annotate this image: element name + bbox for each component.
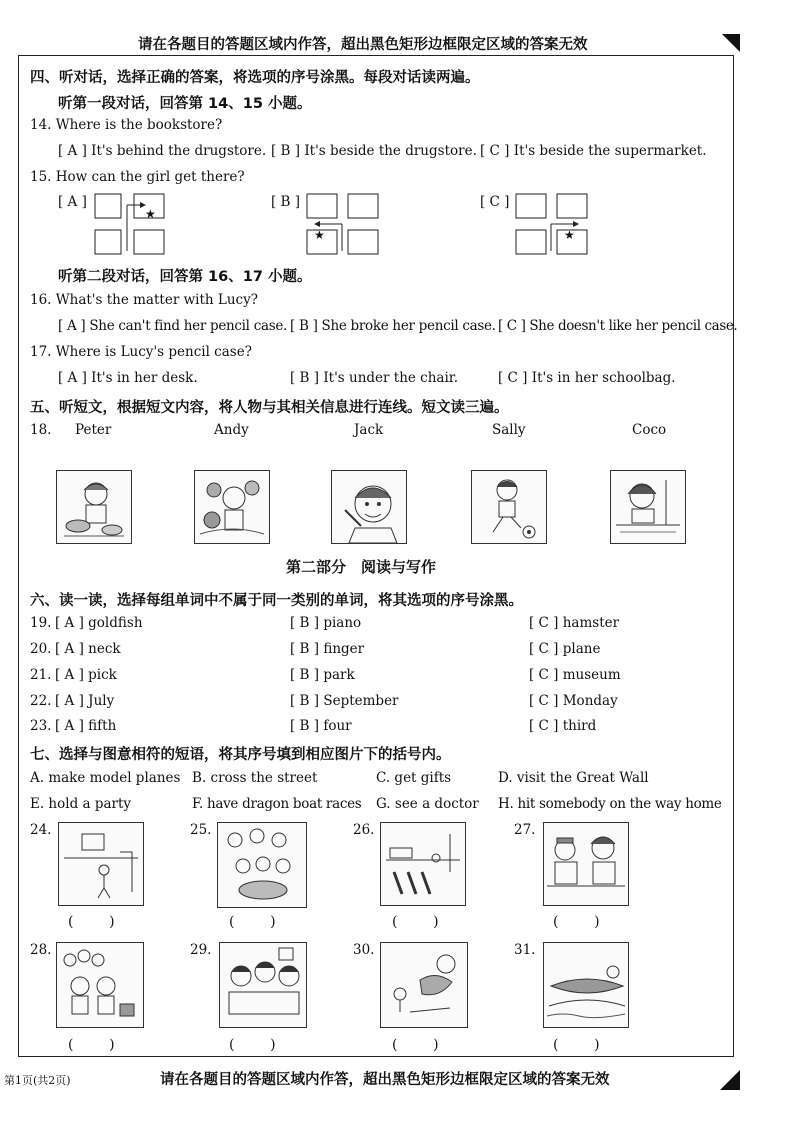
name-jack: Jack [354, 422, 384, 438]
question-24: 24. [30, 822, 52, 838]
phrase-d: D. visit the Great Wall [498, 770, 649, 786]
question-17: 17. Where is Lucy's pencil case? [30, 344, 252, 360]
answer-blank-27[interactable]: ( ) [553, 914, 600, 930]
picture-boy-with-flowers [194, 470, 270, 544]
q20-option-b[interactable]: [ B ] finger [290, 641, 365, 657]
picture-26-street-crosswalk [380, 822, 466, 906]
q15-option-b[interactable]: [ B ] [271, 194, 301, 210]
phrase-e: E. hold a party [30, 796, 132, 812]
map-c-route-diagram [515, 193, 589, 255]
picture-29-making-model-planes [219, 942, 307, 1028]
picture-30-hit-somebody [380, 942, 468, 1028]
name-peter: Peter [75, 422, 112, 438]
picture-27-seeing-doctor [543, 822, 629, 906]
question-18: 18. [30, 422, 52, 438]
answer-blank-31[interactable]: ( ) [553, 1037, 600, 1053]
q15-option-a[interactable]: [ A ] [58, 194, 87, 210]
corner-mark-bottom-right [720, 1070, 740, 1090]
answer-blank-24[interactable]: ( ) [68, 914, 115, 930]
q23-option-a[interactable]: [ A ] fifth [55, 718, 117, 734]
q19-option-c[interactable]: [ C ] hamster [529, 615, 620, 631]
dialog-1-instruction: 听第一段对话，回答第 14、15 小题。 [58, 96, 312, 112]
question-22: 22. [30, 693, 52, 709]
q23-option-b[interactable]: [ B ] four [290, 718, 352, 734]
footer-notice: 请在各题目的答题区域内作答，超出黑色矩形边框限定区域的答案无效 [160, 1072, 610, 1088]
q20-option-c[interactable]: [ C ] plane [529, 641, 601, 657]
answer-blank-25[interactable]: ( ) [229, 914, 276, 930]
question-20: 20. [30, 641, 52, 657]
question-23: 23. [30, 718, 52, 734]
q19-option-b[interactable]: [ B ] piano [290, 615, 362, 631]
phrase-g: G. see a doctor [376, 796, 479, 812]
answer-blank-30[interactable]: ( ) [392, 1037, 439, 1053]
answer-blank-26[interactable]: ( ) [392, 914, 439, 930]
page-number: 第1页(共2页) [4, 1074, 71, 1087]
q19-option-a[interactable]: [ A ] goldfish [55, 615, 143, 631]
section-6-title: 六、读一读，选择每组单词中不属于同一类别的单词，将其选项的序号涂黑。 [30, 593, 523, 609]
picture-boy-playing-toys [56, 470, 132, 544]
q14-option-c[interactable]: [ C ] It's beside the supermarket. [480, 143, 707, 159]
q20-option-a[interactable]: [ A ] neck [55, 641, 121, 657]
question-15: 15. How can the girl get there? [30, 169, 245, 185]
map-a-route-diagram [94, 193, 166, 255]
q21-option-c[interactable]: [ C ] museum [529, 667, 621, 683]
question-16: 16. What's the matter with Lucy? [30, 292, 258, 308]
phrase-h: H. hit somebody on the way home [498, 796, 722, 812]
q22-option-b[interactable]: [ B ] September [290, 693, 399, 709]
q21-option-b[interactable]: [ B ] park [290, 667, 355, 683]
q15-option-c[interactable]: [ C ] [480, 194, 510, 210]
picture-25-party-with-balloons [217, 822, 307, 908]
map-c-star: ★ [564, 228, 575, 242]
q22-option-c[interactable]: [ C ] Monday [529, 693, 618, 709]
question-31: 31. [514, 942, 536, 958]
q23-option-c[interactable]: [ C ] third [529, 718, 597, 734]
picture-boy-playing-football [471, 470, 547, 544]
question-29: 29. [190, 942, 212, 958]
q16-option-a[interactable]: [ A ] She can't find her pencil case. [58, 318, 288, 334]
phrase-f: F. have dragon boat races [192, 796, 362, 812]
header-notice: 请在各题目的答题区域内作答，超出黑色矩形边框限定区域的答案无效 [138, 37, 588, 53]
question-28: 28. [30, 942, 52, 958]
picture-boy-brushing-teeth [331, 470, 407, 544]
picture-24-crossing-road [58, 822, 144, 906]
picture-28-getting-gifts [56, 942, 144, 1028]
name-coco: Coco [632, 422, 667, 438]
map-b-star: ★ [314, 228, 325, 242]
q21-option-a[interactable]: [ A ] pick [55, 667, 117, 683]
picture-31-dragon-boat-race [543, 942, 629, 1028]
section-5-title: 五、听短文，根据短文内容，将人物与其相关信息进行连线。短文读三遍。 [30, 400, 509, 416]
corner-mark-top-right [722, 34, 740, 52]
q16-option-b[interactable]: [ B ] She broke her pencil case. [290, 318, 496, 334]
answer-blank-29[interactable]: ( ) [229, 1037, 276, 1053]
name-andy: Andy [214, 422, 249, 438]
q14-option-a[interactable]: [ A ] It's behind the drugstore. [58, 143, 267, 159]
section-4-title: 四、听对话，选择正确的答案，将选项的序号涂黑。每段对话读两遍。 [30, 70, 480, 86]
answer-blank-28[interactable]: ( ) [68, 1037, 115, 1053]
q22-option-a[interactable]: [ A ] July [55, 693, 115, 709]
phrase-c: C. get gifts [376, 770, 452, 786]
part-2-heading: 第二部分 阅读与写作 [286, 558, 437, 576]
q17-option-a[interactable]: [ A ] It's in her desk. [58, 370, 198, 386]
question-30: 30. [353, 942, 375, 958]
section-7-title: 七、选择与图意相符的短语，将其序号填到相应图片下的括号内。 [30, 747, 451, 763]
q17-option-c[interactable]: [ C ] It's in her schoolbag. [498, 370, 676, 386]
name-sally: Sally [492, 422, 526, 438]
picture-girl-at-desk [610, 470, 686, 544]
q16-option-c[interactable]: [ C ] She doesn't like her pencil case. [498, 318, 738, 334]
phrase-b: B. cross the street [192, 770, 318, 786]
question-19: 19. [30, 615, 52, 631]
q17-option-b[interactable]: [ B ] It's under the chair. [290, 370, 459, 386]
question-25: 25. [190, 822, 212, 838]
map-b-route-diagram [306, 193, 380, 255]
question-26: 26. [353, 822, 375, 838]
question-27: 27. [514, 822, 536, 838]
phrase-a: A. make model planes [30, 770, 181, 786]
question-21: 21. [30, 667, 52, 683]
map-a-star: ★ [145, 207, 156, 221]
q14-option-b[interactable]: [ B ] It's beside the drugstore. [271, 143, 477, 159]
dialog-2-instruction: 听第二段对话，回答第 16、17 小题。 [58, 269, 312, 285]
question-14: 14. Where is the bookstore? [30, 117, 223, 133]
